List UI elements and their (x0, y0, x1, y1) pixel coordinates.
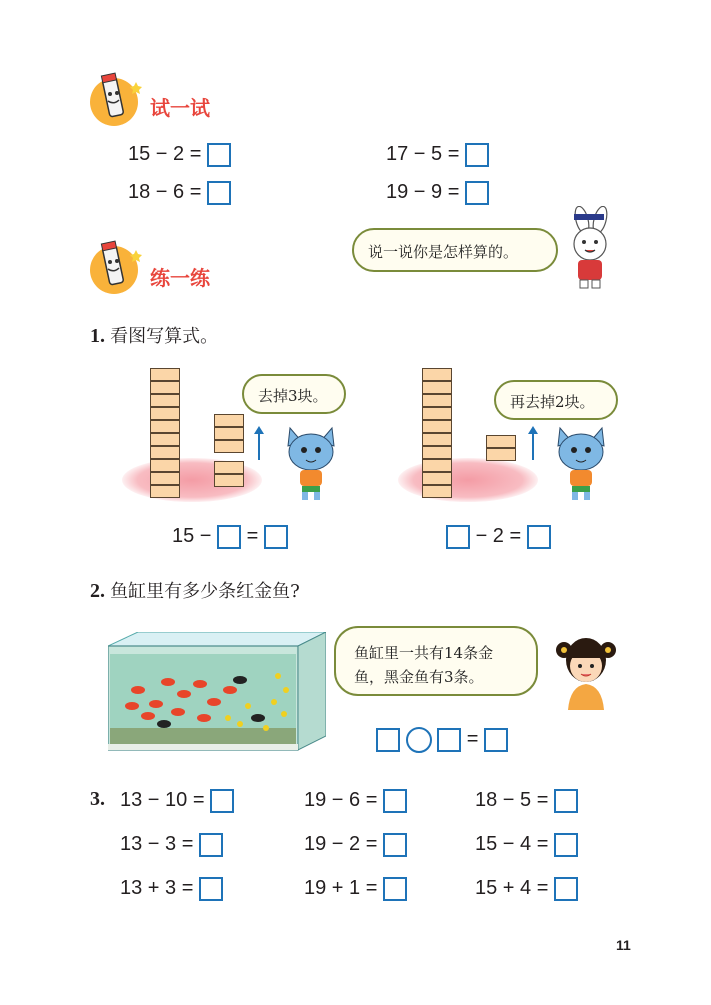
cube-stack-tall (422, 368, 452, 498)
answer-box[interactable] (383, 833, 407, 857)
q2-equation (376, 726, 508, 753)
practice-section-icon (88, 236, 148, 298)
q3-equation (475, 831, 578, 857)
equation-text: 18 − 5 = (475, 789, 549, 811)
operator-circle[interactable] (406, 727, 432, 753)
equation-text: 19 − 9 = (386, 181, 460, 203)
answer-box[interactable] (437, 728, 461, 752)
page-number: 11 (616, 937, 631, 953)
answer-box[interactable] (383, 877, 407, 901)
answer-box[interactable] (554, 877, 578, 901)
practice-section-title: 练一练 (150, 266, 210, 290)
try-equation (128, 141, 231, 167)
equation-text: 15 + 4 = (475, 877, 549, 899)
try-equation (386, 179, 489, 205)
try-section-title: 试一试 (150, 96, 210, 120)
cat-mascot-icon (550, 420, 612, 502)
cube-stack-tall (150, 368, 180, 498)
equation-text: 13 − 3 = (120, 833, 194, 855)
answer-box[interactable] (554, 789, 578, 813)
equation-text: 19 − 2 = (304, 833, 378, 855)
question-text: 看图写算式。 (110, 326, 219, 347)
left-bubble (242, 374, 346, 414)
up-arrow-icon (258, 432, 260, 460)
question-2 (90, 577, 300, 603)
left-bubble-text: 去掉3块。 (258, 387, 328, 405)
equation-text: 15 − (172, 525, 212, 547)
bubble-line: 鱼，黑金鱼有3条。 (354, 668, 484, 686)
cube-stack-removed (486, 435, 516, 461)
answer-box[interactable] (207, 181, 231, 205)
q3-equation (120, 875, 223, 901)
q1-left-equation (172, 523, 288, 549)
question-1 (90, 322, 218, 348)
try-section-icon (88, 68, 148, 130)
equation-text: 19 − 6 = (304, 789, 378, 811)
speech-text: 说一说你是怎样算的。 (368, 243, 519, 261)
answer-box[interactable] (217, 525, 241, 549)
question-text: 鱼缸里有多少条红金鱼? (110, 581, 300, 602)
question-number: 1. (90, 325, 105, 347)
question-number: 2. (90, 580, 105, 602)
fish-tank-image (108, 632, 326, 754)
answer-box[interactable] (465, 181, 489, 205)
q2-bubble (334, 626, 538, 696)
answer-box[interactable] (484, 728, 508, 752)
try-equation (128, 179, 231, 205)
girl-icon (554, 630, 618, 712)
answer-box[interactable] (210, 789, 234, 813)
up-arrow-icon (532, 432, 534, 460)
equation-text: − 2 = (475, 525, 522, 547)
answer-box[interactable] (554, 833, 578, 857)
cube-stack-removed (214, 414, 244, 453)
equation-text: = (246, 525, 259, 547)
answer-box[interactable] (207, 143, 231, 167)
answer-box[interactable] (383, 789, 407, 813)
equation-text: = (466, 728, 479, 750)
table-shadow (398, 458, 538, 502)
q3-equation (475, 787, 578, 813)
cat-mascot-icon (280, 420, 342, 502)
equation-text: 19 + 1 = (304, 877, 378, 899)
answer-box[interactable] (199, 833, 223, 857)
question-number: 3. (90, 788, 105, 810)
cube-stack-small (214, 461, 244, 487)
answer-box[interactable] (376, 728, 400, 752)
answer-box[interactable] (446, 525, 470, 549)
q3-equation (304, 875, 407, 901)
equation-text: 13 − 10 = (120, 789, 205, 811)
q3-equation (475, 875, 578, 901)
equation-text: 15 − 2 = (128, 143, 202, 165)
rabbit-teacher-icon (560, 206, 624, 290)
answer-box[interactable] (199, 877, 223, 901)
answer-box[interactable] (527, 525, 551, 549)
q3-equation (120, 787, 234, 813)
q3-equation (304, 831, 407, 857)
try-equation (386, 141, 489, 167)
right-bubble (494, 380, 618, 420)
equation-text: 13 + 3 = (120, 877, 194, 899)
equation-text: 15 − 4 = (475, 833, 549, 855)
bubble-line: 鱼缸里一共有14条金 (354, 644, 494, 662)
answer-box[interactable] (465, 143, 489, 167)
equation-text: 18 − 6 = (128, 181, 202, 203)
right-bubble-text: 再去掉2块。 (510, 393, 595, 411)
speech-bubble (352, 228, 558, 272)
answer-box[interactable] (264, 525, 288, 549)
q3-equation (120, 831, 223, 857)
q1-right-equation (446, 523, 551, 549)
q3-equation (304, 787, 407, 813)
equation-text: 17 − 5 = (386, 143, 460, 165)
